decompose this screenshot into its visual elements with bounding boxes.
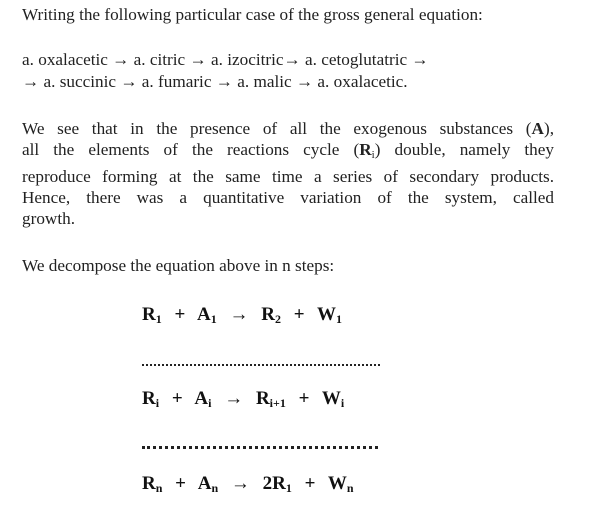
reaction-chain-line-2: → a. succinic → a. fumaric → a. malic → a. oxalacetic. (22, 72, 408, 91)
observation-line-4: Hence, there was a quantitative variation of the system, called (22, 188, 554, 207)
observation-paragraph (22, 118, 554, 229)
ellipsis-divider-2 (142, 446, 378, 449)
arrow-icon: → (224, 388, 244, 409)
decompose-text: We decompose the equation above in n steps: (22, 256, 335, 275)
equation-step-i: $R_i + A_i \to R_{i+1} + W_i$ (142, 388, 345, 410)
reaction-chain-line-1: a. oxalacetic → a. citric → a. izocitric→ a. cetoglutatric → (22, 50, 429, 69)
observation-line-2: all the elements of the reactions cycle $(R_i)$ double, namely they (22, 140, 554, 161)
observation-line-5: growth. (22, 209, 75, 228)
ellipsis-divider-1 (142, 364, 380, 366)
observation-line-1: We see that in the presence of all the exogenous substances (A), (22, 119, 554, 138)
equation-step-1: $R_1 + A_1 \to R_2 + W_1$ (142, 304, 342, 326)
arrow-icon: → (230, 473, 250, 494)
observation-line-3: reproduce forming at the same time a series of secondary products. (22, 167, 554, 186)
intro-text: Writing the following particular case of the gross general equation: (22, 5, 483, 24)
arrow-icon: → (229, 304, 249, 325)
equation-step-n: $R_n + A_n \to 2R_1 + W_n$ (142, 473, 354, 495)
